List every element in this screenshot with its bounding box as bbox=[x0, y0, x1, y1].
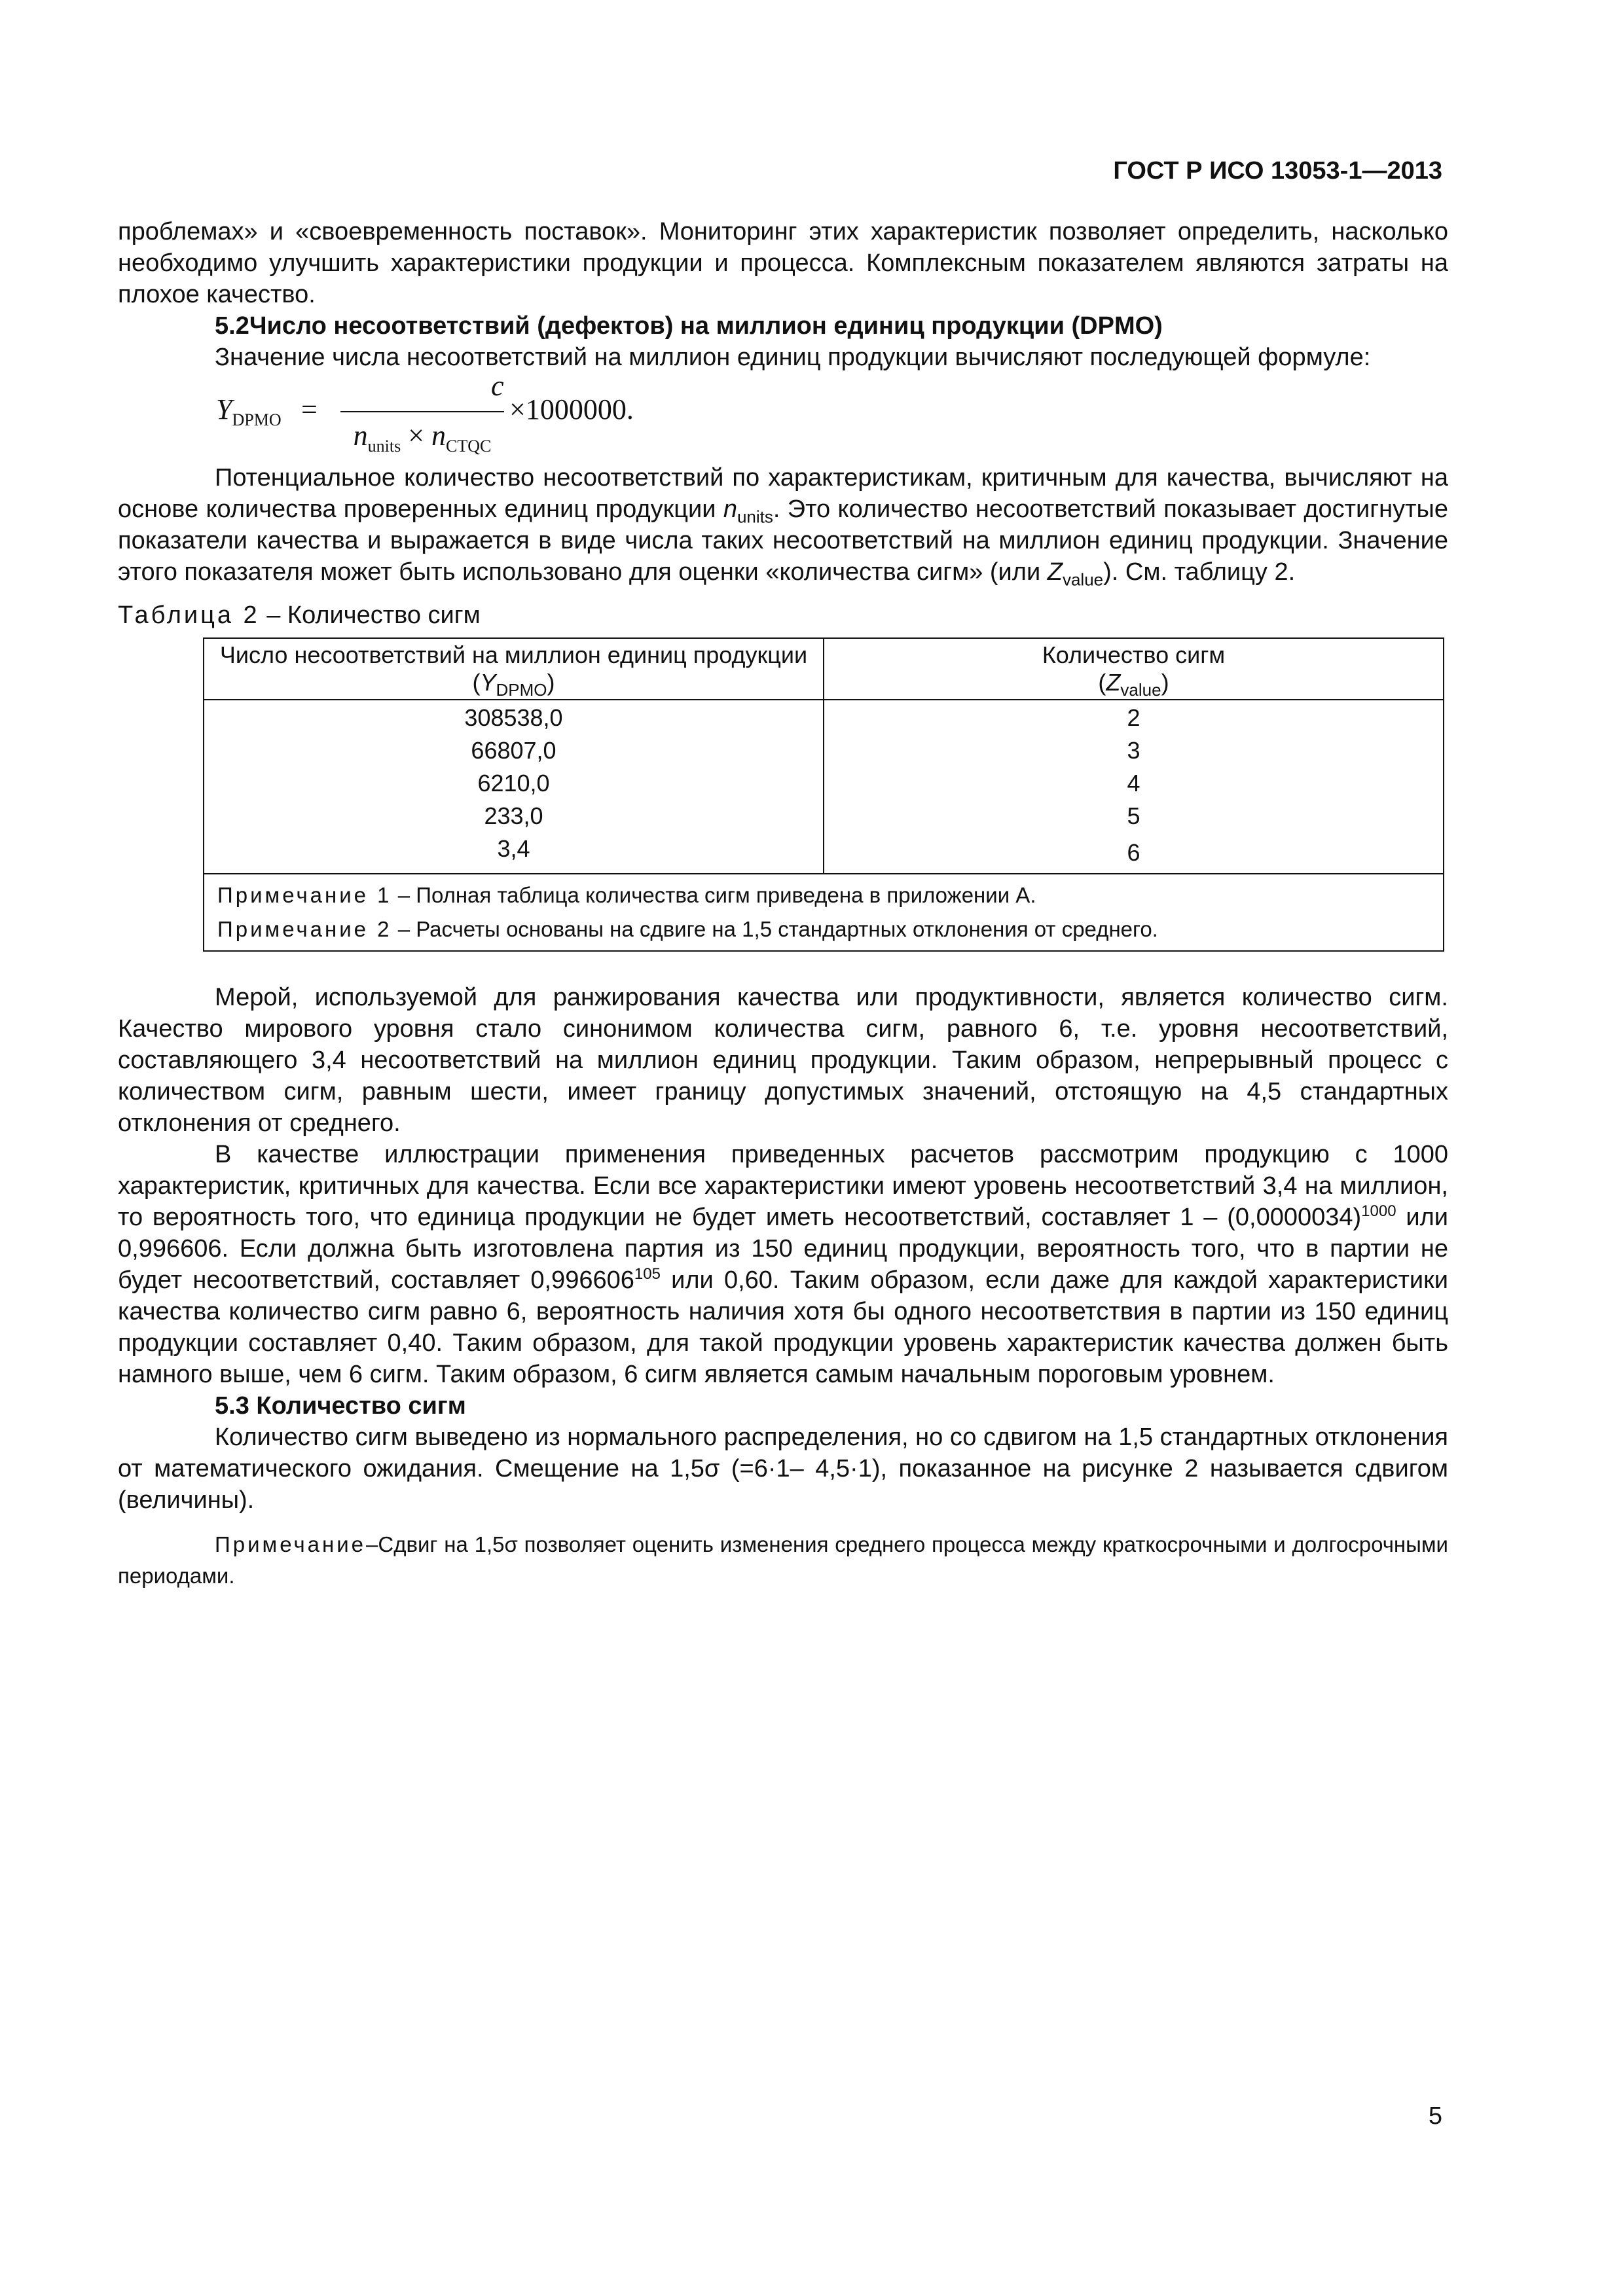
table-cell: 3,4 bbox=[497, 835, 530, 862]
paragraph-6: Количество сигм выведено из нормального распределения, но со сдвигом на 1,5 стандартных отклонения от математического ожидания. Смещение на 1,5σ (=6·1– 4,5·1), показанное на рисунке 2 называется сдвигом (величины). bbox=[118, 1424, 1448, 1514]
table-cell: 308538,0 bbox=[464, 704, 563, 731]
table-cell: 5 bbox=[1127, 802, 1140, 829]
table-note-1: Примечание 1 – Полная таблица количества сигм приведена в приложении А. bbox=[217, 883, 1036, 907]
table-note-2: Примечание 2 – Расчеты основаны на сдвиге на 1,5 стандартных отклонения от среднего. bbox=[217, 917, 1158, 941]
sigma-table bbox=[203, 637, 1444, 952]
table-cell: 233,0 bbox=[484, 802, 543, 829]
paragraph-1: проблемах» и «своевременность поставок». Мониторинг этих характеристик позволяет определить, насколько необходимо улучшить характеристики продукции и процесса. Комплексным показателем являются затраты на плохое качество. bbox=[118, 218, 1448, 308]
formula-numerator: c bbox=[491, 370, 504, 402]
paragraph-3: Потенциальное количество несоответствий по характеристикам, критичным для качества, вычисляют на основе количества проверенных единиц продукции $n_{units}$. Это количество несоответствий показывает достигнутые показатели качества и выражается в виде числа таких несоответствий на миллион единиц продукции. Значение этого показателя может быть использовано для оценки «количества сигм» (или $Z_{value}$). См. таблицу 2. bbox=[118, 464, 1448, 590]
dpmo-formula bbox=[216, 370, 1448, 462]
table-notes bbox=[204, 874, 1444, 951]
dpmo-column bbox=[204, 700, 824, 874]
table-cell: 66807,0 bbox=[471, 737, 556, 764]
section-heading-5-3: 5.3 Количество сигм bbox=[215, 1392, 466, 1420]
table-cell: 4 bbox=[1127, 770, 1140, 797]
table-caption: Таблица 2 – Количество сигм bbox=[118, 601, 481, 629]
sigma-column bbox=[824, 700, 1444, 874]
section-heading-5-2: 5.2Число несоответствий (дефектов) на миллион единиц продукции (DPMO) bbox=[215, 312, 1163, 340]
page-number: 5 bbox=[1428, 2102, 1442, 2130]
formula-denominator: $n_{units} \times n_{CTQC}$ bbox=[353, 420, 492, 456]
document-code: ГОСТ Р ИСО 13053-1—2013 bbox=[1113, 157, 1442, 185]
note-paragraph: Примечание–Сдвиг на 1,5σ позволяет оценить изменения среднего процесса между краткосрочными и долгосрочными периодами. bbox=[118, 1532, 1448, 1588]
paragraph-5: В качестве иллюстрации применения приведенных расчетов рассмотрим продукцию с 1000 характеристик, критичных для качества. Если все характеристики имеют уровень несоответствий 3,4 на миллион, то вероятность того, что единица продукции не будет иметь несоответствий, составляет $1 - (0,0000034)^{1000}$ или 0,996606. Если должна быть изготовлена партия из 150 единиц продукции, вероятность того, что в партии не будет несоответствий, составляет 0,996606$^{105}$ или 0,60. Таким образом, если даже для каждой характеристики качества количество сигм равно 6, вероятность наличия хотя бы одного несоответствия в партии из 150 единиц продукции составляет 0,40. Таким образом, для такой продукции уровень характеристик качества должен быть намного выше, чем 6 сигм. Таким образом, 6 сигм является самым начальным пороговым уровнем. bbox=[118, 1141, 1448, 1388]
page-body bbox=[118, 216, 1448, 1592]
paragraph-4: Мерой, используемой для ранжирования качества или продуктивности, является количество сигм. Качество мирового уровня стало синонимом количества сигм, равного 6, т.е. уровня несоответствий, составляющего 3,4 несоответствий на миллион единиц продукции. Таким образом, непрерывный процесс с количеством сигм, равным шести, имеет границу допустимых значений, отстоящую на 4,5 стандартных отклонения от среднего. bbox=[118, 984, 1448, 1137]
table-cell: 3 bbox=[1127, 737, 1140, 764]
table-cell: 2 bbox=[1127, 704, 1140, 731]
table-header-dpmo: Число несоответствий на миллион единиц продукции $(Y_{DPMO})$ bbox=[204, 638, 824, 700]
table-cell: 6 bbox=[1127, 839, 1140, 866]
table-header-sigma: Количество сигм $(Z_{value})$ bbox=[824, 638, 1444, 700]
table-cell: 6210,0 bbox=[477, 770, 550, 797]
fraction-bar bbox=[340, 411, 504, 412]
formula-equals: = bbox=[301, 393, 318, 425]
formula-multiplier: ×1000000. bbox=[509, 393, 634, 425]
paragraph-2: Значение числа несоответствий на миллион единиц продукции вычисляют последующей формуле: bbox=[215, 344, 1371, 371]
formula-lhs: $Y_{DPMO}$ bbox=[216, 393, 282, 429]
